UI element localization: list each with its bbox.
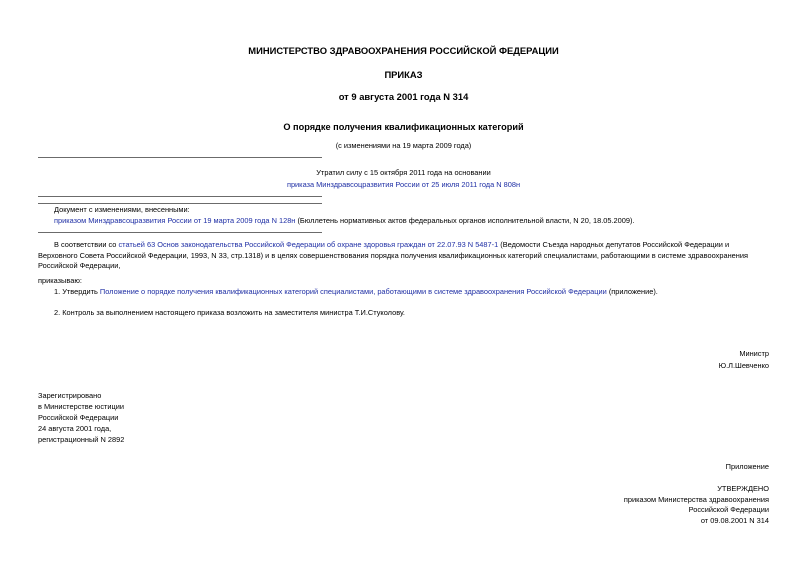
- doc-type-heading: ПРИКАЗ: [384, 69, 423, 80]
- preamble-text: В соответствии со: [54, 240, 119, 249]
- separator-rule: [38, 196, 322, 197]
- repeal-note: Утратил силу с 15 октября 2011 года на основании: [316, 168, 491, 177]
- amendment-note: (с изменениями на 19 марта 2009 года): [335, 141, 472, 150]
- signature-name: Ю.Л.Шевченко: [718, 361, 769, 370]
- approval-line: от 09.08.2001 N 314: [700, 515, 769, 525]
- regulation-link[interactable]: Положение о порядке получения квалификационных категорий специалистами, работающими в системе здравоохранения Российской Федерации: [99, 287, 607, 296]
- approval-block: [624, 484, 769, 526]
- order-date-number: от 9 августа 2001 года N 314: [338, 91, 469, 102]
- signature-position: Министр: [739, 349, 769, 358]
- order-word: приказываю:: [38, 276, 82, 285]
- registration-line: в Министерстве юстиции: [38, 402, 125, 411]
- approval-line: Российской Федерации: [688, 505, 769, 514]
- registration-line: регистрационный N 2892: [38, 435, 125, 444]
- separator-rule: [38, 232, 322, 233]
- separator-rule: [38, 157, 322, 158]
- item-suffix: (приложение).: [606, 287, 658, 296]
- document-title: О порядке получения квалификационных категорий: [283, 122, 524, 132]
- registration-line: Зарегистрировано: [38, 391, 102, 400]
- registration-line: 24 августа 2001 года,: [38, 424, 112, 433]
- law-article-link[interactable]: статьей 63 Основ законодательства Российской Федерации об охране здоровья граждан от 22.07.93 N 5487-1: [118, 240, 499, 249]
- repeal-order-link[interactable]: приказа Минздравсоцразвития России от 25 июля 2011 года N 808н: [286, 180, 521, 189]
- appendix-label: Приложение: [725, 462, 769, 471]
- changes-source: (Бюллетень нормативных актов федеральных органов исполнительной власти, N 20, 18.05.2009).: [295, 216, 635, 225]
- registration-line: Российской Федерации: [38, 413, 119, 422]
- preamble-text: (Ведомости Съезда народных депутатов Российской Федерации и Верховного Совета Российской Федерации, 1993, N 33, стр.1318) и в целях совершенствования порядка получения квалификационных категорий специалистами, работающими в системе здравоохранения Российской Федерации,: [38, 240, 748, 271]
- item-prefix: 1. Утвердить: [54, 287, 100, 296]
- preamble-paragraph: [38, 240, 770, 272]
- changes-line: [54, 216, 634, 227]
- separator-rule: [38, 203, 322, 204]
- ministry-heading: МИНИСТЕРСТВО ЗДРАВООХРАНЕНИЯ РОССИЙСКОЙ ФЕДЕРАЦИИ: [248, 45, 559, 56]
- approval-line: УТВЕРЖДЕНО: [717, 484, 769, 493]
- changes-intro: Документ с изменениями, внесенными:: [54, 205, 190, 214]
- order-item-2: 2. Контроль за выполнением настоящего приказа возложить на заместителя министра Т.И.Стуколову.: [54, 308, 405, 317]
- repeal-link-line: [0, 180, 807, 191]
- amending-order-link[interactable]: приказом Минздравсоцразвития России от 19 марта 2009 года N 128н: [54, 216, 296, 225]
- order-item-1: [54, 287, 658, 298]
- approval-line: приказом Министерства здравоохранения: [623, 494, 769, 504]
- registration-block: [38, 390, 124, 445]
